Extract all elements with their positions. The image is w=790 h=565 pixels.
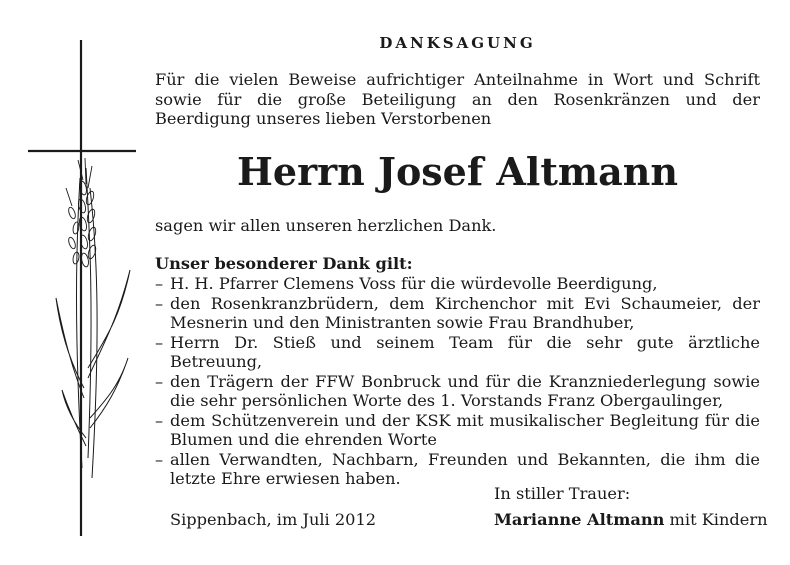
list-item [155,274,760,294]
list-item [155,372,760,411]
list-item-text: allen Verwandten, Nachbarn, Freunden und Bekannten, die ihm die letzte Ehre erwiesen haben. [170,449,760,488]
list-item-text: dem Schützenverein und der KSK mit musikalischer Begleitung für die Blumen und die ehrenden Worte [170,410,760,449]
list-item-text: den Trägern der FFW Bonbruck und für die Kranzniederlegung sowie die sehr persönlichen Worte des 1. Vorstands Franz Obergaulinger, [170,371,760,410]
list-item-text: den Rosenkranzbrüdern, dem Kirchenchor mit Evi Schaumeier, der Mesnerin und den Ministranten sowie Frau Brandhuber, [170,293,760,332]
thanks-line: sagen wir allen unseren herzlichen Dank. [155,216,497,235]
cross-with-wheat-icon [28,38,143,538]
list-marker: – [155,410,164,430]
list-marker: – [155,371,164,391]
list-item [155,450,760,489]
list-marker: – [155,332,164,352]
list-item-text: Herrn Dr. Stieß und seinem Team für die sehr gute ärztliche Betreuung, [170,332,760,371]
list-marker: – [155,449,164,469]
special-thanks-title: Unser besonderer Dank gilt: [155,254,413,273]
list-item [155,333,760,372]
intro-text: Für die vielen Beweise aufrichtiger Anteilnahme in Wort und Schrift sowie für die große Beteiligung an den Rosenkränzen und der Beerdigung unseres lieben Verstorbenen [155,70,760,128]
signature [494,510,768,530]
list-item [155,294,760,333]
signature-name: Marianne Altmann [494,510,665,529]
notice-heading: DANKSAGUNG [379,34,536,52]
deceased-name: Herrn Josef Altmann [236,149,678,194]
signature-suffix: mit Kindern [664,510,768,529]
place-date: Sippenbach, im Juli 2012 [170,510,377,529]
list-marker: – [155,274,164,293]
list-marker: – [155,293,164,313]
mourning-label: In stiller Trauer: [494,484,631,503]
special-thanks-list [155,274,760,489]
list-item-text: H. H. Pfarrer Clemens Voss für die würdevolle Beerdigung, [170,274,658,293]
list-item [155,411,760,450]
